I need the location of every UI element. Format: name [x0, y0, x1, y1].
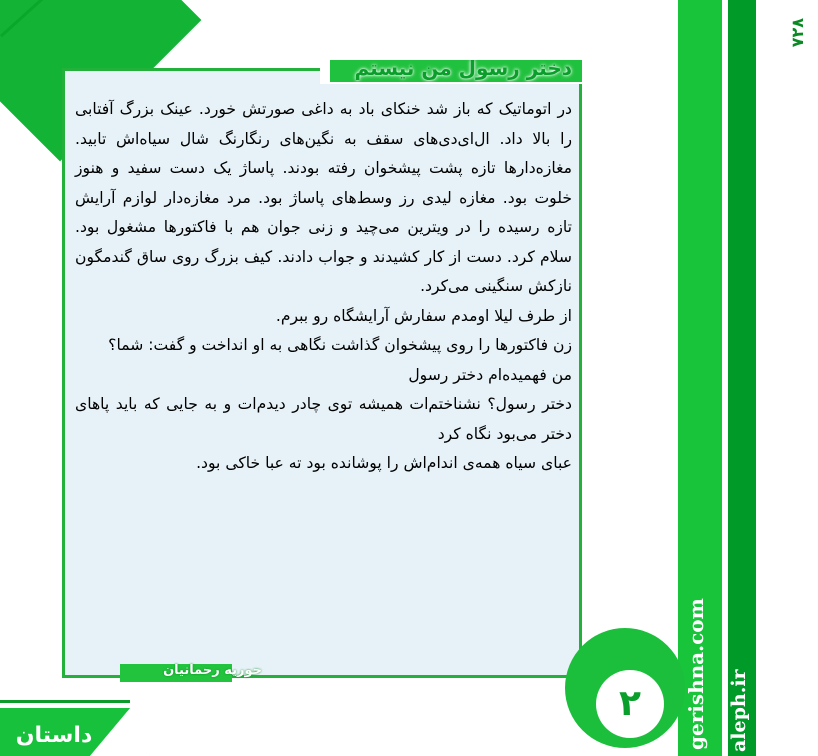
paragraph: دختر رسول؟ نشناختم‌ات همیشه توی چادر دیدم‌ات و به جایی که باید پاهای دختر می‌بود نگاه کرد [75, 395, 572, 443]
paragraph: عبای سیاه همه‌ی اندام‌اش را پوشانده بود ته عبا خاکی بود. [196, 454, 572, 472]
right-stripe-dark [728, 0, 756, 756]
paragraph: در اتوماتیک که باز شد خنکای باد به داغی صورتش خورد. عینک بزرگ آفتابی را بالا داد. ال‌ای‌دی‌های سقف به نگین‌های رنگارنگ شال سیاه‌اش تابید. مغازه‌دارها تازه پشت پیشخوان رفته بودند. پاساژ یک دست سفید و هنوز خلوت بود. مغازه لیدی رز وسط‌های پاساژ بود. مرد مغازه‌دار لوازم آرایش تازه رسیده را در ویترین می‌چید و زنی جوان هم با فاکتورها مشغول بود. سلام کرد. دست از کار کشیدند و جواب دادند. کیف بزرگ روی ساق گندمگون نازکش سنگینی می‌کرد. [75, 100, 572, 295]
website-aleph[interactable]: aleph.ir [728, 669, 750, 752]
bottom-line [0, 700, 130, 703]
paragraph: زن فاکتورها را روی پیشخوان گذاشت نگاهی به او انداخت و گفت: شما؟ [108, 336, 572, 354]
paragraph: من فهمیده‌ام دختر رسول [408, 365, 572, 384]
paragraph: از طرف لیلا اومدم سفارش آرایشگاه رو ببرم. [275, 306, 572, 325]
category-label: داستان [15, 723, 93, 748]
author-name: حوریه رحمانیان [163, 663, 262, 678]
page-number: ۲ [619, 683, 641, 724]
website-gerishna[interactable]: gerishna.com [684, 598, 708, 750]
story-title: دختر رسول من نیستم [354, 56, 572, 80]
page-number-vertical: ۷۲۸ [788, 18, 807, 48]
story-body [75, 95, 572, 479]
